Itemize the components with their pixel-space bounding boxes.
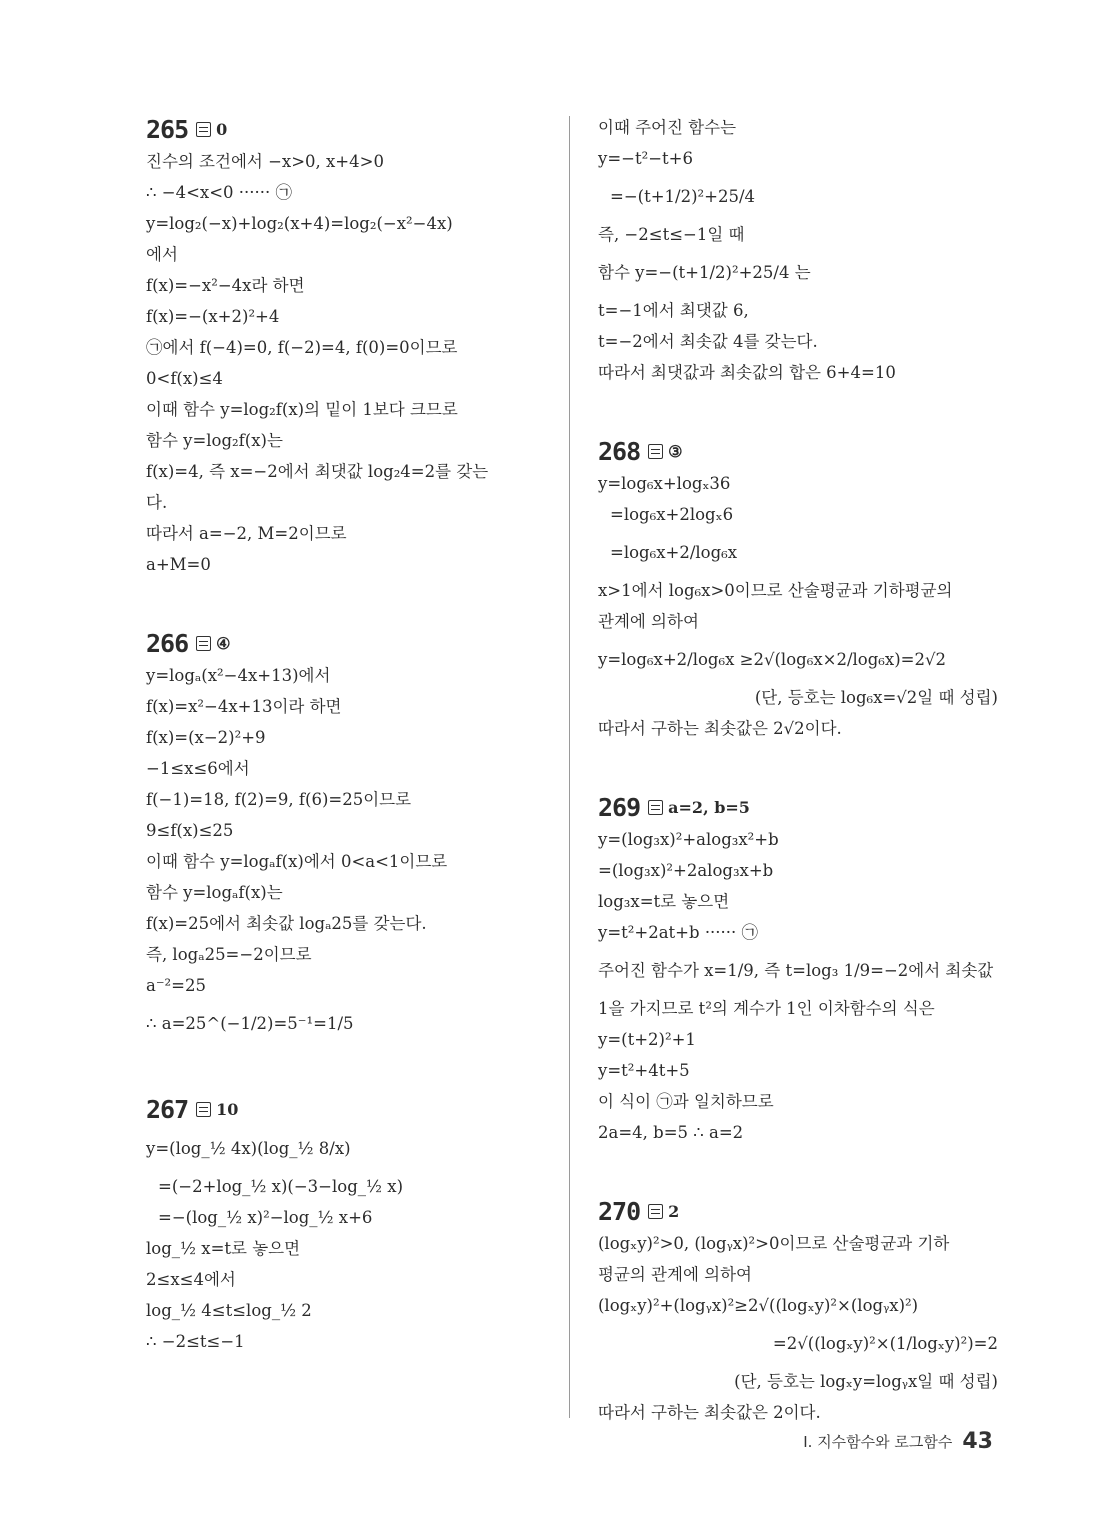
solution-lines [598,468,998,744]
answer-value: 2 [668,1201,680,1221]
solution-line: 다. [146,493,168,512]
solution-line: 관계에 의하여 [598,612,699,631]
solution-line: =(log₃x)²+2alog₃x+b [598,861,774,880]
problem-header [598,1194,998,1228]
solution-lines [598,1228,998,1428]
column-divider [569,116,570,1418]
solution-line: log_½ 4≤t≤log_½ 2 [146,1301,312,1320]
solution-line: 이때 함수 y=logₐf(x)에서 0<a<1이므로 [146,852,448,871]
solution-line: t=−2에서 최솟값 4를 갖는다. [598,332,818,351]
solution-line: 2≤x≤4에서 [146,1270,236,1289]
answer-icon [648,1204,663,1219]
solution-line: y=−t²−t+6 [598,149,693,168]
solution-line: 즉, logₐ25=−2이므로 [146,945,312,964]
solution-lines [146,146,546,580]
solution-line: f(−1)=18, f(2)=9, f(6)=25이므로 [146,790,412,809]
solution-lines [598,112,998,388]
solution-line: 따라서 a=−2, M=2이므로 [146,524,347,543]
solution-line: ∴ −4<x<0 ······ ㉠ [146,183,292,202]
solution-line: 함수 y=−(t+1/2)²+25/4 는 [598,263,811,282]
solution-line: x>1에서 log₆x>0이므로 산술평균과 기하평균의 [598,581,953,600]
solution-line: 1을 가지므로 t²의 계수가 1인 이차함수의 식은 [598,999,935,1018]
problem-266 [146,626,546,1046]
answer-value: a=2, b=5 [668,797,750,817]
solution-line: a⁻²=25 [146,976,206,995]
solution-line: f(x)=4, 즉 x=−2에서 최댓값 log₂4=2를 갖는 [146,462,489,481]
solution-line: 이때 주어진 함수는 [598,118,737,137]
right-column [598,112,998,1474]
problem-header [146,626,546,660]
solution-line: y=logₐ(x²−4x+13)에서 [146,666,331,685]
solution-line: (logₓy)²>0, (logᵧx)²>0이므로 산술평균과 기하 [598,1234,950,1253]
left-column [146,112,546,1403]
solution-line: y=log₂(−x)+log₂(x+4)=log₂(−x²−4x) [146,214,453,233]
solution-line: f(x)=x²−4x+13이라 하면 [146,697,342,716]
solution-line: 함수 y=logₐf(x)는 [146,883,283,902]
solution-line: y=log₆x+2/log₆x ≥2√(log₆x×2/log₆x)=2√2 [598,650,946,669]
page-footer [803,1426,993,1456]
solution-line: 함수 y=log₂f(x)는 [146,431,283,450]
solution-line: 0<f(x)≤4 [146,369,223,388]
page-number: 43 [962,1428,993,1454]
solution-line: 진수의 조건에서 −x>0, x+4>0 [146,152,384,171]
answer-value: ④ [216,633,231,653]
solution-line: −1≤x≤6에서 [146,759,250,778]
answer-icon [196,122,211,137]
solution-line: =(−2+log_½ x)(−3−log_½ x) [158,1177,404,1196]
solution-line: y=log₆x+logₓ36 [598,474,731,493]
answer-value: 0 [216,119,228,139]
solution-line: =−(t+1/2)²+25/4 [610,187,756,206]
solution-line: =−(log_½ x)²−log_½ x+6 [158,1208,373,1227]
solution-line: 평균의 관계에 의하여 [598,1265,752,1284]
solution-line: y=(log_½ 4x)(log_½ 8/x) [146,1139,351,1158]
solution-line: (단, 등호는 logₓy=logᵧx일 때 성립) [734,1372,998,1391]
solution-line: 따라서 구하는 최솟값은 2√2이다. [598,719,842,738]
solution-line: f(x)=−(x+2)²+4 [146,307,280,326]
problem-number: 266 [146,628,189,658]
problem-number: 265 [146,114,189,144]
problem-267-continued [598,112,998,388]
solution-line: 따라서 구하는 최솟값은 2이다. [598,1403,821,1422]
solution-lines [146,1126,546,1357]
solution-lines [146,660,546,1046]
solution-line: f(x)=−x²−4x라 하면 [146,276,305,295]
solution-line: log_½ x=t로 놓으면 [146,1239,301,1258]
solution-line: log₃x=t로 놓으면 [598,892,730,911]
problem-270 [598,1194,998,1428]
solution-line: 9≤f(x)≤25 [146,821,234,840]
solution-line: ∴ a=25^(−1/2)=5⁻¹=1/5 [146,1014,354,1033]
answer-icon [196,636,211,651]
answer-value: ③ [668,441,683,461]
answer-icon [648,800,663,815]
solution-line: (logₓy)²+(logᵧx)²≥2√((logₓy)²×(logᵧx)²) [598,1296,919,1315]
problem-number: 268 [598,436,641,466]
problem-number: 267 [146,1094,189,1124]
section-title: I. 지수함수와 로그함수 [803,1432,953,1451]
problem-number: 270 [598,1196,641,1226]
solution-line: =log₆x+2/log₆x [610,543,738,562]
solution-line: f(x)=25에서 최솟값 logₐ25를 갖는다. [146,914,427,933]
solution-line: 따라서 최댓값과 최솟값의 합은 6+4=10 [598,363,896,382]
problem-header [146,112,546,146]
problem-header [146,1092,546,1126]
solution-line: 에서 [146,245,178,264]
solution-line: 주어진 함수가 x=1/9, 즉 t=log₃ 1/9=−2에서 최솟값 [598,961,994,980]
solution-line: t=−1에서 최댓값 6, [598,301,749,320]
problem-number: 269 [598,792,641,822]
problem-269 [598,790,998,1148]
solution-line: y=t²+2at+b ······ ㉠ [598,923,759,942]
solution-line: ㉠에서 f(−4)=0, f(−2)=4, f(0)=0이므로 [146,338,458,357]
solution-line: (단, 등호는 log₆x=√2일 때 성립) [754,688,998,707]
solution-line: 이 식이 ㉠과 일치하므로 [598,1092,774,1111]
answer-icon [648,444,663,459]
solution-line: 즉, −2≤t≤−1일 때 [598,225,745,244]
solution-line: y=(t+2)²+1 [598,1030,696,1049]
solution-line: a+M=0 [146,555,211,574]
solution-line: 2a=4, b=5 ∴ a=2 [598,1123,744,1142]
solution-line: y=(log₃x)²+alog₃x²+b [598,830,779,849]
problem-265 [146,112,546,580]
solution-line: 이때 함수 y=log₂f(x)의 밑이 1보다 크므로 [146,400,458,419]
solution-lines [598,824,998,1148]
problem-267 [146,1092,546,1357]
solution-line: y=t²+4t+5 [598,1061,690,1080]
answer-icon [196,1102,211,1117]
solution-line: f(x)=(x−2)²+9 [146,728,266,747]
problem-268 [598,434,998,744]
problem-header [598,434,998,468]
answer-value: 10 [216,1099,239,1119]
problem-header [598,790,998,824]
solution-line: =log₆x+2logₓ6 [610,505,734,524]
solution-line: ∴ −2≤t≤−1 [146,1332,245,1351]
solution-line: =2√((logₓy)²×(1/logₓy)²)=2 [772,1334,998,1353]
